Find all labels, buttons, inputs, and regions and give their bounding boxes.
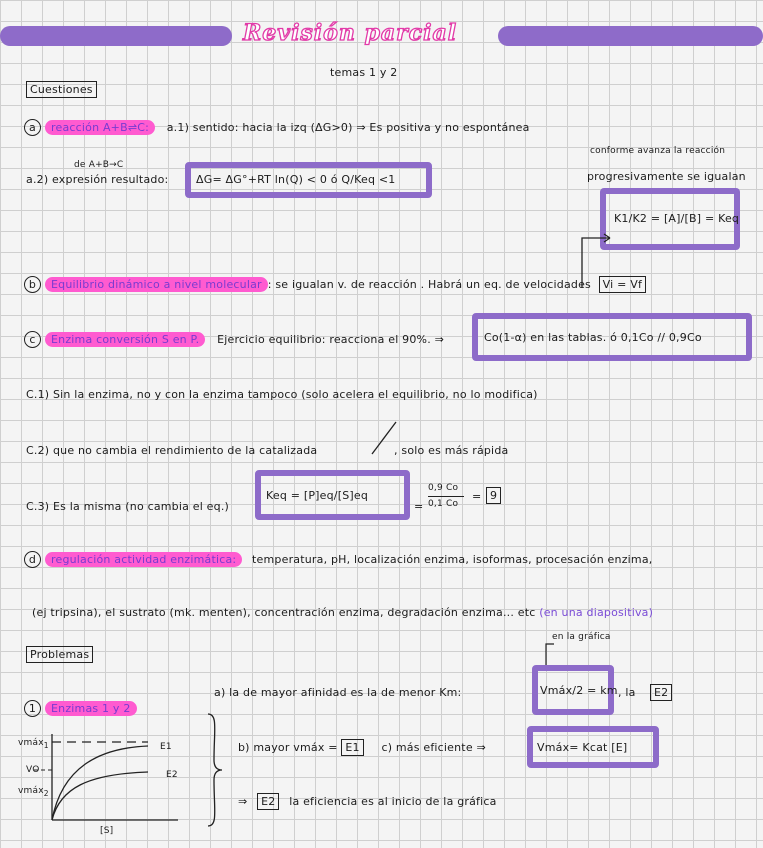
b-text: : se igualan v. de reacción . Habrá un eq. de velocidades <box>267 278 591 291</box>
item-a <box>24 119 530 136</box>
qc-formula: Vmáx= Kcat [E] <box>537 741 628 754</box>
qa-text: a) la de mayor afinidad es la de menor Km: <box>214 686 462 699</box>
c3-text: C.3) Es la misma (no cambia el eq.) <box>26 500 230 513</box>
qa-tail: , la <box>618 686 636 699</box>
item-c <box>24 331 444 348</box>
section-cuestiones: Cuestiones <box>26 81 97 98</box>
page-title: Revisión parcial <box>243 20 458 46</box>
ratio-formula: K1/K2 = [A]/[B] = Keq <box>614 212 740 225</box>
subtitle: temas 1 y 2 <box>330 66 398 79</box>
graph-y-vo: VO <box>26 765 40 775</box>
brace <box>206 710 226 830</box>
section-problemas: Problemas <box>26 646 93 663</box>
note-line2: progresivamente se igualan <box>587 170 746 183</box>
graph-y-vmax2: vmáx$_2$ <box>18 786 49 798</box>
c-label: Enzima conversión S en P. <box>45 332 205 347</box>
a2-formula: ΔG= ΔG°+RT ln(Q) < 0 ó Q/Keq <1 <box>196 173 396 186</box>
d-line2-note: (en una diapositiva) <box>539 606 654 619</box>
c-formula: Co(1-α) en las tablas. ó 0,1Co // 0,9Co <box>484 331 702 344</box>
a-reaction-label: reacción A+B⇌C: <box>45 120 155 135</box>
a1-text: a.1) sentido: hacia la izq (ΔG>0) ⇒ Es positiva y no espontánea <box>166 121 530 134</box>
graph-y-vmax: vmáx$_1$ <box>18 738 49 750</box>
d-line2 <box>32 606 653 619</box>
c-text: Ejercicio equilibrio: reacciona el 90%. ⇒ <box>217 333 445 346</box>
qd-box: E2 <box>257 793 279 810</box>
c3-result: 9 <box>486 487 501 504</box>
qc-text: c) más eficiente ⇒ <box>381 741 486 754</box>
qa-formula: Vmáx/2 = km <box>540 684 618 697</box>
c3-equals: = <box>414 500 424 513</box>
c3-equals2: = <box>472 490 482 503</box>
item-d <box>24 551 652 568</box>
curve-e1 <box>52 746 148 820</box>
p1-label: Enzimas 1 y 2 <box>45 701 137 716</box>
title-bar-right <box>498 26 763 46</box>
item-b <box>24 276 646 293</box>
qd-line <box>238 795 497 808</box>
graph-x-label: [S] <box>100 826 114 836</box>
a2-note: de A+B→C <box>74 160 124 170</box>
qb-line <box>238 741 486 754</box>
c2-text: C.2) que no cambia el rendimiento de la catalizada <box>26 444 318 457</box>
c3-formula: Keq = [P]eq/[S]eq <box>266 489 369 502</box>
marker-a: a <box>24 119 41 136</box>
a2-label: a.2) expresión resultado: <box>26 173 169 186</box>
curve-e2 <box>52 772 148 820</box>
c1-text: C.1) Sin la enzima, no y con la enzima tampoco (solo acelera el equilibrio, no lo modifica) <box>26 388 538 401</box>
c3-frac-num: 0,9 Co <box>428 483 459 493</box>
graph-e1: E1 <box>160 742 172 752</box>
p1-header <box>24 700 137 717</box>
c2-tail: , solo es más rápida <box>394 444 509 457</box>
marker-1: 1 <box>24 700 41 717</box>
note-line1: conforme avanza la reacción <box>590 146 726 156</box>
marker-d: d <box>24 551 41 568</box>
c3-frac-den: 0,1 Co <box>428 499 459 509</box>
qb-box: E1 <box>341 739 363 756</box>
c3-frac-line <box>428 496 464 497</box>
qd-arrow: ⇒ <box>238 795 248 808</box>
b-boxed: Vi = Vf <box>599 276 646 293</box>
note-grafica: en la gráfica <box>552 632 611 642</box>
graph-e2: E2 <box>166 770 178 780</box>
title-bar-left <box>0 26 232 46</box>
b-label: Equilibrio dinámico a nivel molecular <box>45 277 268 292</box>
qa-box: E2 <box>650 684 672 701</box>
qb-text: b) mayor vmáx = <box>238 741 338 754</box>
grafica-arrow <box>540 638 560 668</box>
marker-b: b <box>24 276 41 293</box>
qd-text: la eficiencia es al inicio de la gráfica <box>289 795 497 808</box>
d-label: regulación actividad enzimática: <box>45 552 242 567</box>
marker-c: c <box>24 331 41 348</box>
d-text: temperatura, pH, localización enzima, isoformas, procesación enzima, <box>252 553 653 566</box>
d-line2-text: (ej tripsina), el sustrato (mk. menten), concentración enzima, degradación enzima... etc <box>32 606 536 619</box>
